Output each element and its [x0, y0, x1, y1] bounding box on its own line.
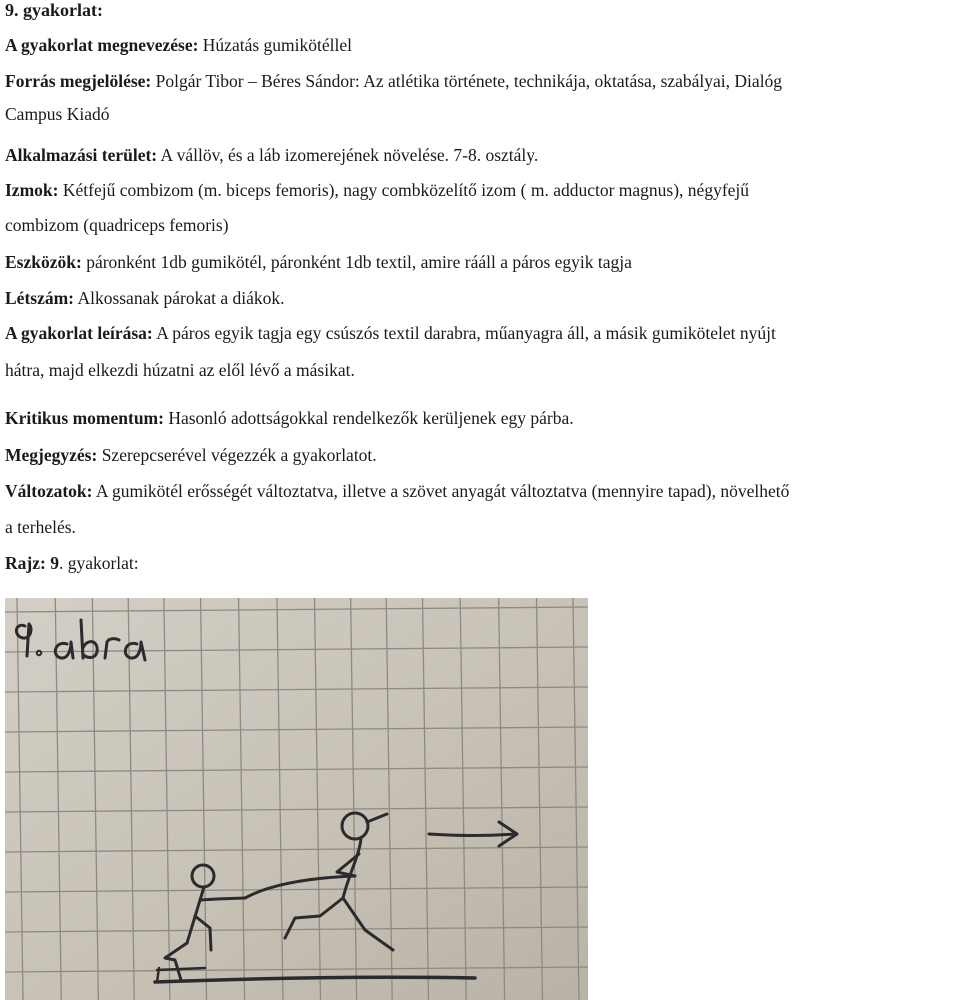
- field-variants-label: Változatok:: [5, 481, 93, 501]
- field-note-label: Megjegyzés:: [5, 445, 98, 465]
- field-name-label: A gyakorlat megnevezése:: [5, 35, 199, 55]
- field-area-label: Alkalmazási terület:: [5, 145, 158, 165]
- field-description: [5, 322, 776, 344]
- field-drawing-suffix: . gyakorlat:: [58, 553, 139, 573]
- field-source-cont: Campus Kiadó: [5, 104, 110, 124]
- field-area-value: A vállöv, és a láb izomerejének növelése. 7-8. osztály.: [160, 145, 539, 165]
- field-source-value: Polgár Tibor – Béres Sándor: Az atlétika története, technikája, oktatása, szabályai, Dialóg: [155, 71, 783, 91]
- field-muscles-cont: combizom (quadriceps femoris): [5, 215, 229, 235]
- exercise-heading: 9. gyakorlat:: [5, 0, 103, 20]
- field-variants-cont: a terhelés.: [5, 517, 76, 537]
- field-area: [5, 144, 538, 166]
- field-description-cont: hátra, majd elkezdi húzatni az elől lévő a másikat.: [5, 360, 355, 380]
- field-muscles-value: Kétfejű combizom (m. biceps femoris), nagy combközelítő izom ( m. adductor magnus), négyfejű: [62, 180, 750, 200]
- field-headcount-label: Létszám:: [5, 288, 75, 308]
- field-headcount: [5, 287, 284, 309]
- field-muscles-label: Izmok:: [5, 180, 59, 200]
- field-variants-value: A gumikötél erősségét változtatva, illetve a szövet anyagát változtatva (mennyire tapad), növelhető: [95, 481, 790, 501]
- field-tools-value: páronként 1db gumikötél, páronként 1db textil, amire rááll a páros egyik tagja: [86, 252, 632, 272]
- field-drawing: [5, 552, 139, 574]
- field-name-value: Húzatás gumikötéllel: [202, 35, 352, 55]
- field-critical-label: Kritikus momentum:: [5, 408, 164, 428]
- field-note-value: Szerepcserével végezzék a gyakorlatot.: [101, 445, 377, 465]
- field-variants: [5, 480, 789, 502]
- field-drawing-number: 9: [50, 553, 59, 573]
- field-muscles: [5, 179, 749, 201]
- field-headcount-value: Alkossanak párokat a diákok.: [77, 288, 285, 308]
- field-name: [5, 34, 352, 56]
- field-tools-label: Eszközök:: [5, 252, 82, 272]
- field-tools: [5, 251, 632, 273]
- field-critical-value: Hasonló adottságokkal rendelkezők kerüljenek egy párba.: [168, 408, 574, 428]
- field-note: [5, 444, 377, 466]
- field-source: [5, 70, 782, 92]
- field-description-label: A gyakorlat leírása:: [5, 323, 153, 343]
- field-drawing-label: Rajz:: [5, 553, 46, 573]
- grid-paper-sketch: [5, 598, 588, 1000]
- field-source-label: Forrás megjelölése:: [5, 71, 152, 91]
- field-critical: [5, 407, 574, 429]
- drawing-photo: [5, 598, 588, 1000]
- field-description-value: A páros egyik tagja egy csúszós textil darabra, műanyagra áll, a másik gumikötelet nyújt: [156, 323, 776, 343]
